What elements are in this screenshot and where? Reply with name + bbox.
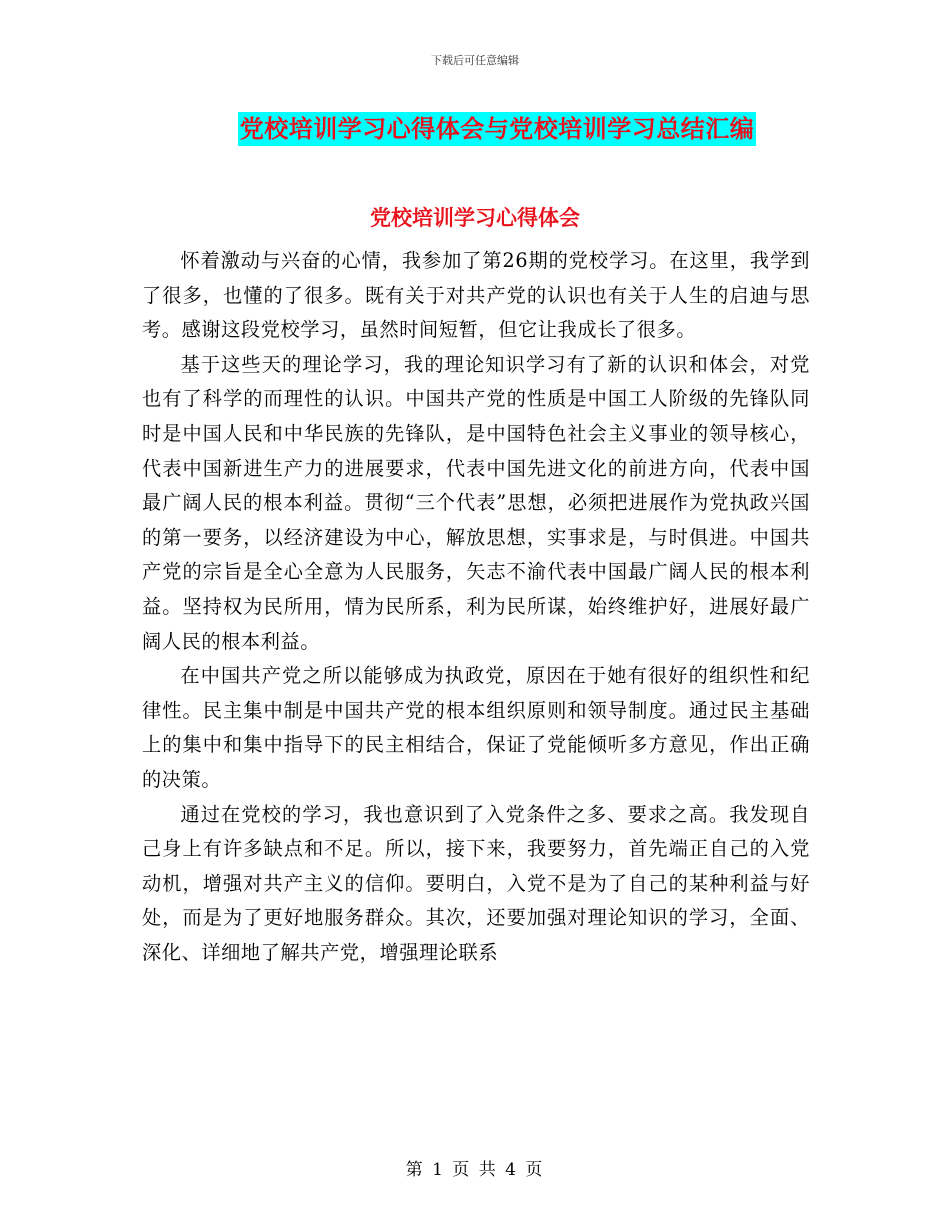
main-title: 党校培训学习心得体会与党校培训学习总结汇编 — [238, 112, 757, 146]
paragraph: 在中国共产党之所以能够成为执政党，原因在于她有很好的组织性和纪律性。民主集中制是中国共产党的根本组织原则和领导制度。通过民主基础上的集中和集中指导下的民主相结合，保证了党能倾听多方意见，作出正确的决策。 — [142, 664, 810, 791]
section-subtitle: 党校培训学习心得体会 — [370, 206, 580, 230]
main-title-wrap — [0, 112, 950, 146]
page-footer: 第 1 页 共 4 页 — [405, 1160, 545, 1180]
paragraph: 怀着激动与兴奋的心情，我参加了第26期的党校学习。在这里，我学到了很多，也懂的了很多。既有关于对共产党的认识也有关于人生的启迪与思考。感谢这段党校学习，虽然时间短暂，但它让我成长了很多。 — [142, 249, 810, 342]
paragraph: 基于这些天的理论学习，我的理论知识学习有了新的认识和体会，对党也有了科学的而理性的认识。中国共产党的性质是中国工人阶级的先锋队同时是中国人民和中华民族的先锋队，是中国特色社会主义事业的领导核心，代表中国新进生产力的进展要求，代表中国先进文化的前进方向，代表中国最广阔人民的根本利益。贯彻“三个代表”思想，必须把进展作为党执政兴国的第一要务，以经济建设为中心，解放思想，实事求是，与时俱进。中国共产党的宗旨是全心全意为人民服务，矢志不渝代表中国最广阔人民的根本利益。坚持权为民所用，情为民所系，利为民所谋，始终维护好，进展好最广阔人民的根本利益。 — [142, 352, 810, 653]
paragraph: 通过在党校的学习，我也意识到了入党条件之多、要求之高。我发现自己身上有许多缺点和不足。所以，接下来，我要努力，首先端正自己的入党动机，增强对共产主义的信仰。要明白，入党不是为了自己的某种利益与好处，而是为了更好地服务群众。其次，还要加强对理论知识的学习，全面、深化、详细地了解共产党，增强理论联系 — [142, 802, 810, 964]
body-text — [142, 244, 810, 970]
header-note: 下载后可任意编辑 — [431, 54, 519, 67]
